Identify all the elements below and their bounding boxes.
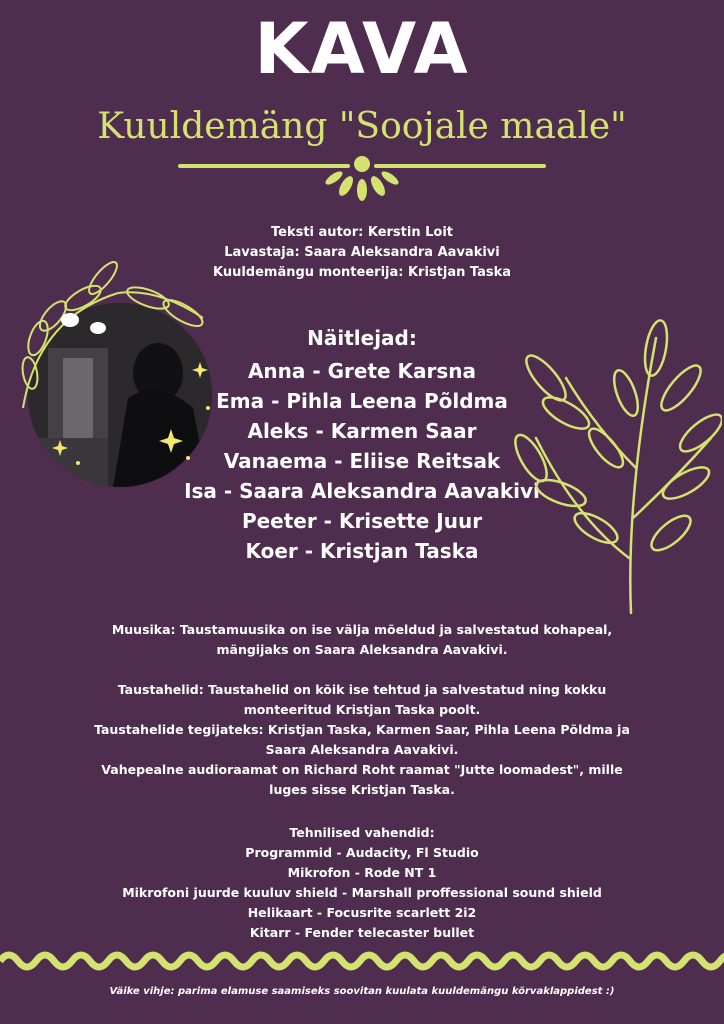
sunburst-divider-icon: [178, 152, 546, 202]
actor-item: Isa - Saara Aleksandra Aavakivi: [184, 479, 540, 503]
page-title: KAVA: [254, 8, 470, 90]
sound-line: Vahepealne audioraamat on Richard Roht raamat "Jutte loomadest", mille: [101, 762, 623, 777]
credit-author: Teksti autor: Kerstin Loit: [271, 225, 453, 240]
footer-tip: Väike vihje: parima elamuse saamiseks soovitan kuulata kuuldemängu kõrvaklappidest :): [109, 986, 615, 997]
tech-line: Mikrofon - Rode NT 1: [287, 865, 437, 880]
tech-line: Helikaart - Focusrite scarlett 2i2: [247, 905, 477, 920]
actor-item: Anna - Grete Karsna: [247, 359, 477, 383]
sounds-note: [70, 680, 654, 800]
play-subtitle: Kuuldemäng "Soojale maale": [97, 106, 627, 147]
sound-line: monteeritud Kristjan Taska poolt.: [243, 702, 481, 717]
music-note: [70, 620, 654, 660]
actor-item: Peeter - Krisette Juur: [241, 509, 483, 533]
tech-line: Programmid - Audacity, Fl Studio: [245, 845, 479, 860]
tech-line: Kitarr - Fender telecaster bullet: [249, 925, 475, 940]
tech-line: Mikrofoni juurde kuuluv shield - Marshall proffessional sound shield: [122, 885, 602, 900]
sound-line: Saara Aleksandra Aavakivi.: [265, 742, 459, 757]
actor-item: Vanaema - Eliise Reitsak: [223, 449, 501, 473]
sound-line: luges sisse Kristjan Taska.: [269, 782, 455, 797]
actor-item: Koer - Kristjan Taska: [245, 539, 479, 563]
actors-heading: Näitlejad:: [307, 326, 417, 350]
music-line: Muusika: Taustamuusika on ise välja mõeldud ja salvestatud kohapeal,: [111, 622, 613, 637]
music-line: mängijaks on Saara Aleksandra Aavakivi.: [216, 642, 508, 657]
leaf-branch-icon: [506, 318, 722, 618]
sound-line: Taustahelide tegijateks: Kristjan Taska, Karmen Saar, Pihla Leena Põldma ja: [94, 722, 630, 737]
credit-director: Lavastaja: Saara Aleksandra Aavakivi: [224, 245, 500, 260]
credit-editor: Kuuldemängu monteerija: Kristjan Taska: [212, 265, 512, 280]
tech-note: [60, 823, 664, 943]
tech-line: Tehnilised vahendid:: [289, 825, 435, 840]
wavy-line-icon: [0, 946, 724, 976]
actor-item: Aleks - Karmen Saar: [247, 419, 477, 443]
actor-item: Ema - Pihla Leena Põldma: [216, 389, 508, 413]
sound-line: Taustahelid: Taustahelid on kõik ise tehtud ja salvestatud ning kokku: [117, 682, 607, 697]
